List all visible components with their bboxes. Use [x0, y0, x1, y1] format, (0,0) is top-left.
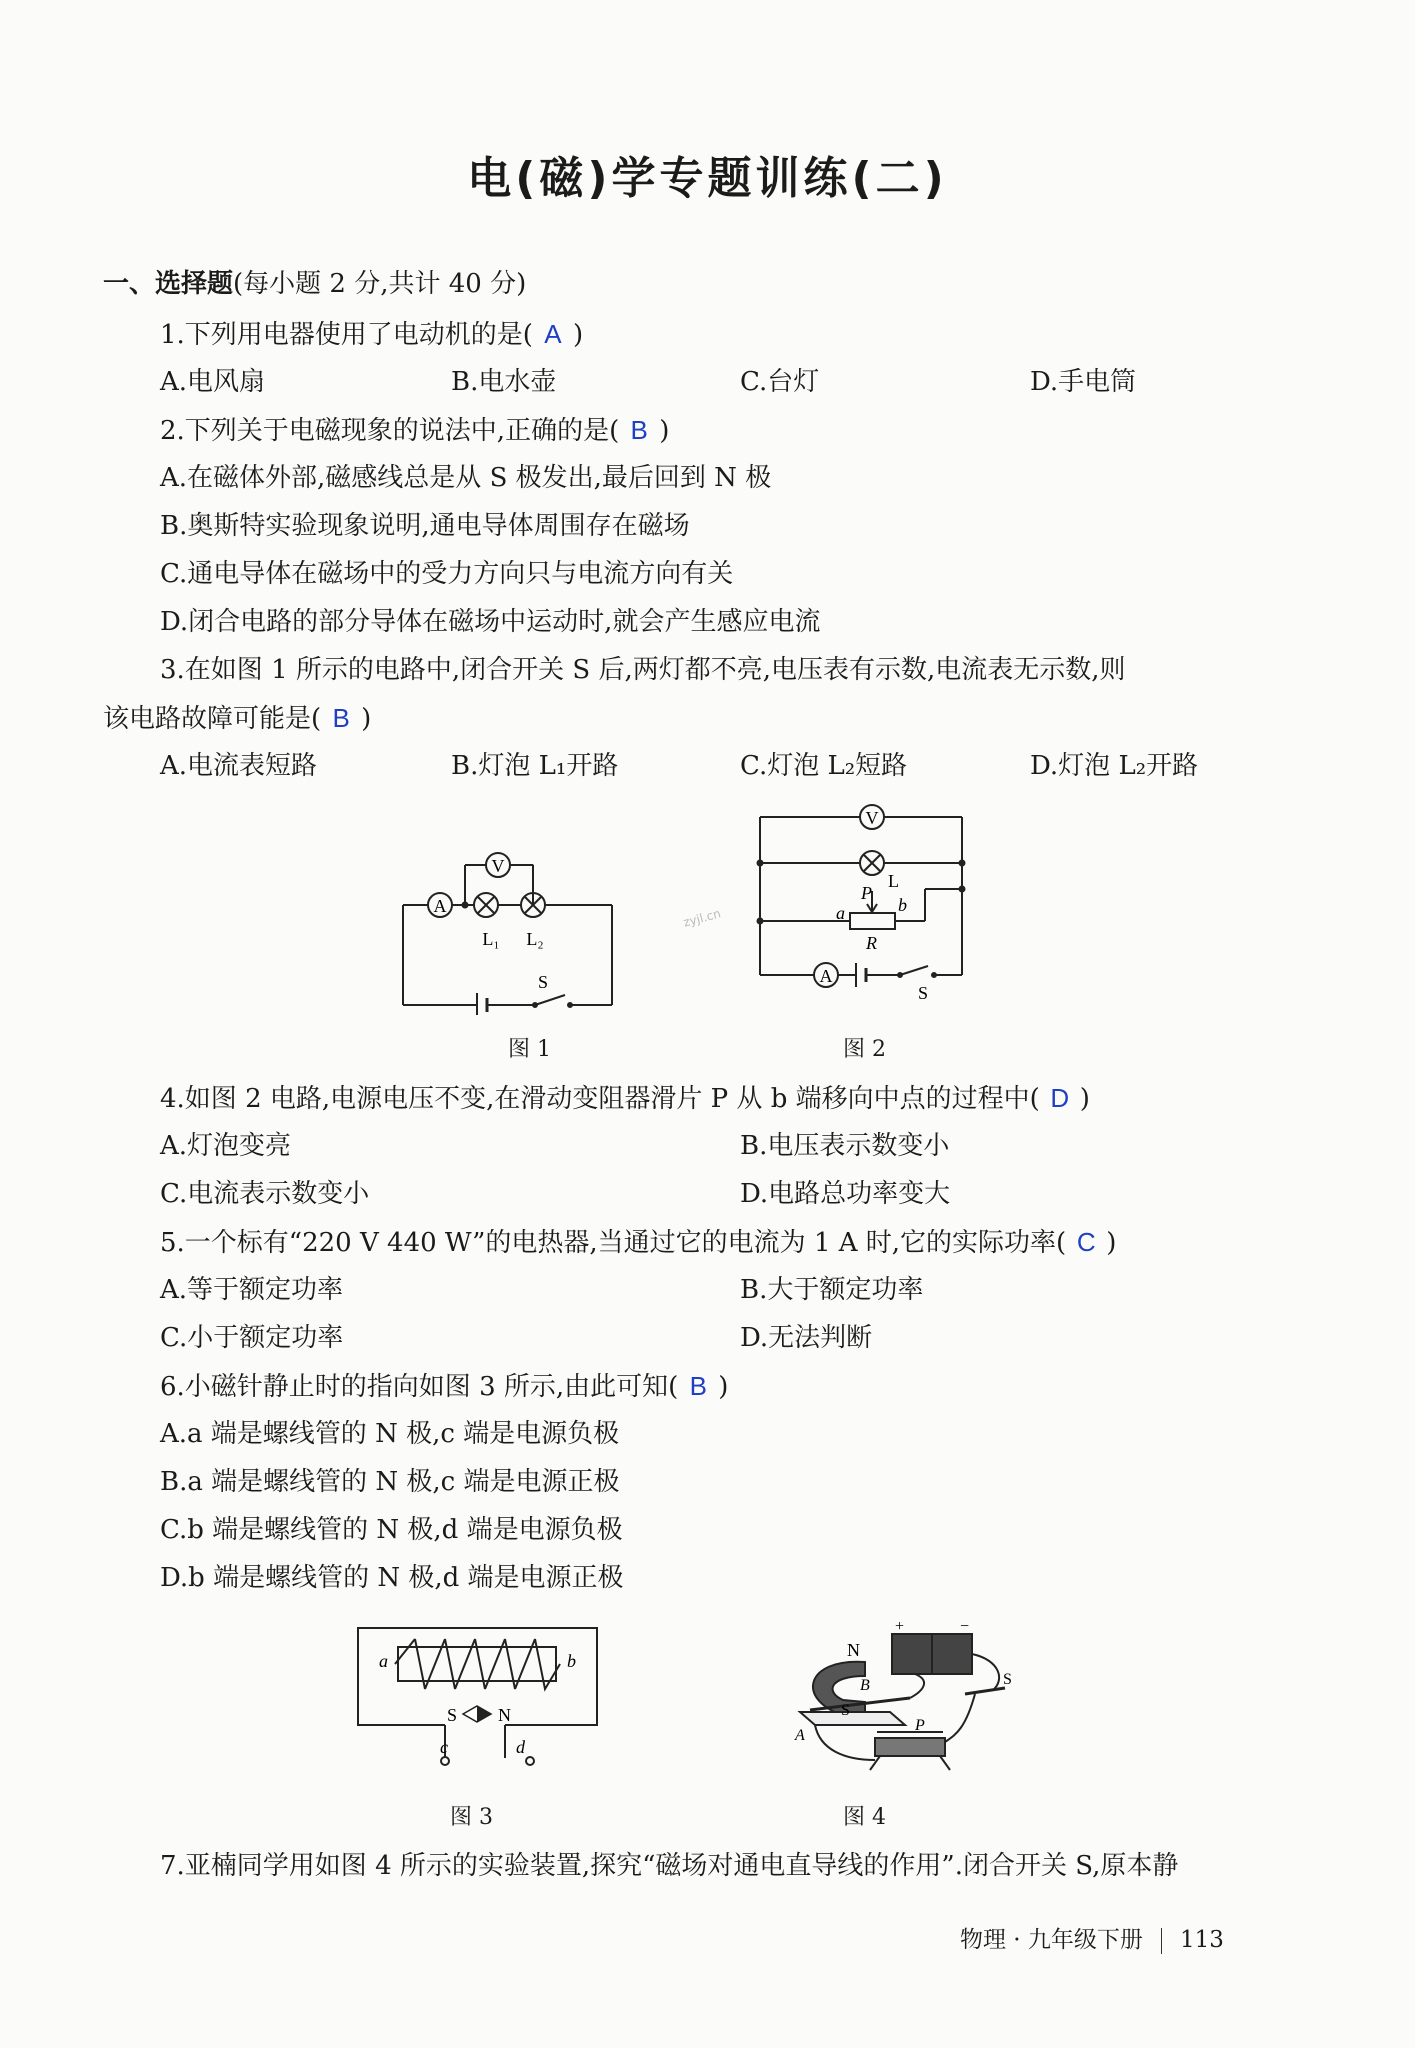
option: D.无法判断 [740, 1323, 873, 1353]
option: A.等于额定功率 [160, 1275, 344, 1305]
section-heading-line [103, 266, 526, 302]
needle-s-label: S [447, 1705, 458, 1725]
switch-label: S [537, 972, 549, 992]
question-2: 2.下列关于电磁现象的说法中,正确的是( B ) [160, 412, 669, 449]
rod-a-label: A [795, 1727, 805, 1744]
option: D.电路总功率变大 [740, 1179, 951, 1209]
option: B.灯泡 L₁开路 [451, 751, 619, 781]
figure-1-circuit [395, 845, 625, 1015]
end-a-label: a [836, 903, 845, 923]
option: C.灯泡 L₂短路 [740, 751, 908, 781]
question-stem: 5.一个标有“220 V 440 W”的电热器,当通过它的电流为 1 A 时,它的实际功率( [160, 1228, 1067, 1258]
option: C.台灯 [740, 367, 820, 397]
voltmeter-label: V [865, 808, 879, 828]
answer: D [1050, 1083, 1070, 1113]
lamp2-label: L₂ [526, 929, 544, 949]
figure-3-solenoid [355, 1625, 605, 1775]
option: C.通电导体在磁场中的受力方向只与电流方向有关 [160, 559, 734, 589]
end-d-label: d [516, 1737, 525, 1757]
option: A.电风扇 [160, 367, 266, 397]
option: B.a 端是螺线管的 N 极,c 端是电源正极 [160, 1467, 620, 1497]
option: C.小于额定功率 [160, 1323, 344, 1353]
end-b-label: b [567, 1651, 576, 1671]
lamp1-label: L₁ [482, 929, 500, 949]
option: A.灯泡变亮 [160, 1131, 292, 1161]
question-6: 6.小磁针静止时的指向如图 3 所示,由此可知( B ) [160, 1368, 728, 1405]
figure-4-apparatus [765, 1620, 1025, 1785]
question-stem: 4.如图 2 电路,电源电压不变,在滑动变阻器滑片 P 从 b 端移向中点的过程中( [160, 1084, 1040, 1114]
question-3-stem: 3.在如图 1 所示的电路中,闭合开关 S 后,两灯都不亮,电压表有示数,电流表无示数,则 [160, 655, 1126, 685]
end-a-label: a [379, 1651, 388, 1671]
pole-n-label: N [847, 1640, 860, 1660]
option: D.b 端是螺线管的 N 极,d 端是电源正极 [160, 1563, 624, 1593]
option: C.b 端是螺线管的 N 极,d 端是电源负极 [160, 1515, 623, 1545]
switch-label: S [1003, 1671, 1012, 1688]
option: D.手电筒 [1030, 367, 1137, 397]
lamp-label: L [888, 871, 899, 891]
answer: A [544, 319, 562, 349]
answer: C [1076, 1227, 1096, 1257]
question-stem: 2.下列关于电磁现象的说法中,正确的是( [160, 416, 620, 446]
option: B.电水壶 [451, 367, 557, 397]
question-stem: 6.小磁针静止时的指向如图 3 所示,由此可知( [160, 1372, 679, 1402]
section-heading: 一、选择题 [103, 269, 234, 299]
figure-2-caption: 图 2 [843, 1037, 886, 1062]
page-title: 电(磁)学专题训练(二) [467, 153, 948, 204]
page-number: 113 [1179, 1927, 1224, 1953]
answer: B [332, 703, 350, 733]
figure-2-circuit [750, 803, 980, 1008]
answer: B [630, 415, 648, 445]
section-note: (每小题 2 分,共计 40 分) [233, 269, 527, 299]
ammeter-label: A [819, 966, 833, 986]
ammeter-label: A [433, 896, 447, 916]
question-stem: 1.下列用电器使用了电动机的是( [160, 320, 533, 350]
option: B.大于额定功率 [740, 1275, 924, 1305]
pole-s-label: S [841, 1702, 850, 1719]
answer: B [689, 1371, 707, 1401]
switch-label: S [918, 983, 929, 1003]
rod-b-label: B [860, 1677, 870, 1694]
question-5: 5.一个标有“220 V 440 W”的电热器,当通过它的电流为 1 A 时,它的实际功率( C ) [160, 1224, 1116, 1261]
option: A.a 端是螺线管的 N 极,c 端是电源负极 [160, 1419, 620, 1449]
figure-3-caption: 图 3 [450, 1805, 493, 1830]
needle-n-label: N [498, 1705, 511, 1725]
option: B.电压表示数变小 [740, 1131, 950, 1161]
option: D.灯泡 L₂开路 [1030, 751, 1199, 781]
option: A.电流表短路 [160, 751, 318, 781]
voltmeter-label: V [491, 856, 505, 876]
question-7-stem: 7.亚楠同学用如图 4 所示的实验装置,探究“磁场对通电直导线的作用”.闭合开关 S,原本静 [160, 1851, 1179, 1881]
question-3-stem-cont: 该电路故障可能是( B ) [103, 700, 371, 737]
footer-divider [1161, 1928, 1162, 1954]
option: C.电流表示数变小 [160, 1179, 370, 1209]
option: D.闭合电路的部分导体在磁场中运动时,就会产生感应电流 [160, 607, 821, 637]
resistor-label: R [866, 933, 877, 953]
figure-1-caption: 图 1 [508, 1037, 551, 1062]
figure-4-caption: 图 4 [843, 1805, 886, 1830]
plus-label: + [895, 1620, 905, 1635]
option: A.在磁体外部,磁感线总是从 S 极发出,最后回到 N 极 [160, 463, 772, 493]
minus-label: − [960, 1620, 970, 1635]
watermark: zyjl.cn [681, 906, 723, 930]
option: B.奥斯特实验现象说明,通电导体周围存在磁场 [160, 511, 690, 541]
end-b-label: b [898, 895, 907, 915]
end-c-label: c [440, 1737, 448, 1757]
page-footer [960, 1921, 1224, 1954]
question-4: 4.如图 2 电路,电源电压不变,在滑动变阻器滑片 P 从 b 端移向中点的过程中( D ) [160, 1080, 1090, 1117]
slider-label: P [861, 883, 872, 903]
question-1: 1.下列用电器使用了电动机的是( A ) [160, 316, 583, 353]
book-title: 物理 · 九年级下册 [960, 1927, 1143, 1953]
slider-label: P [915, 1717, 925, 1734]
